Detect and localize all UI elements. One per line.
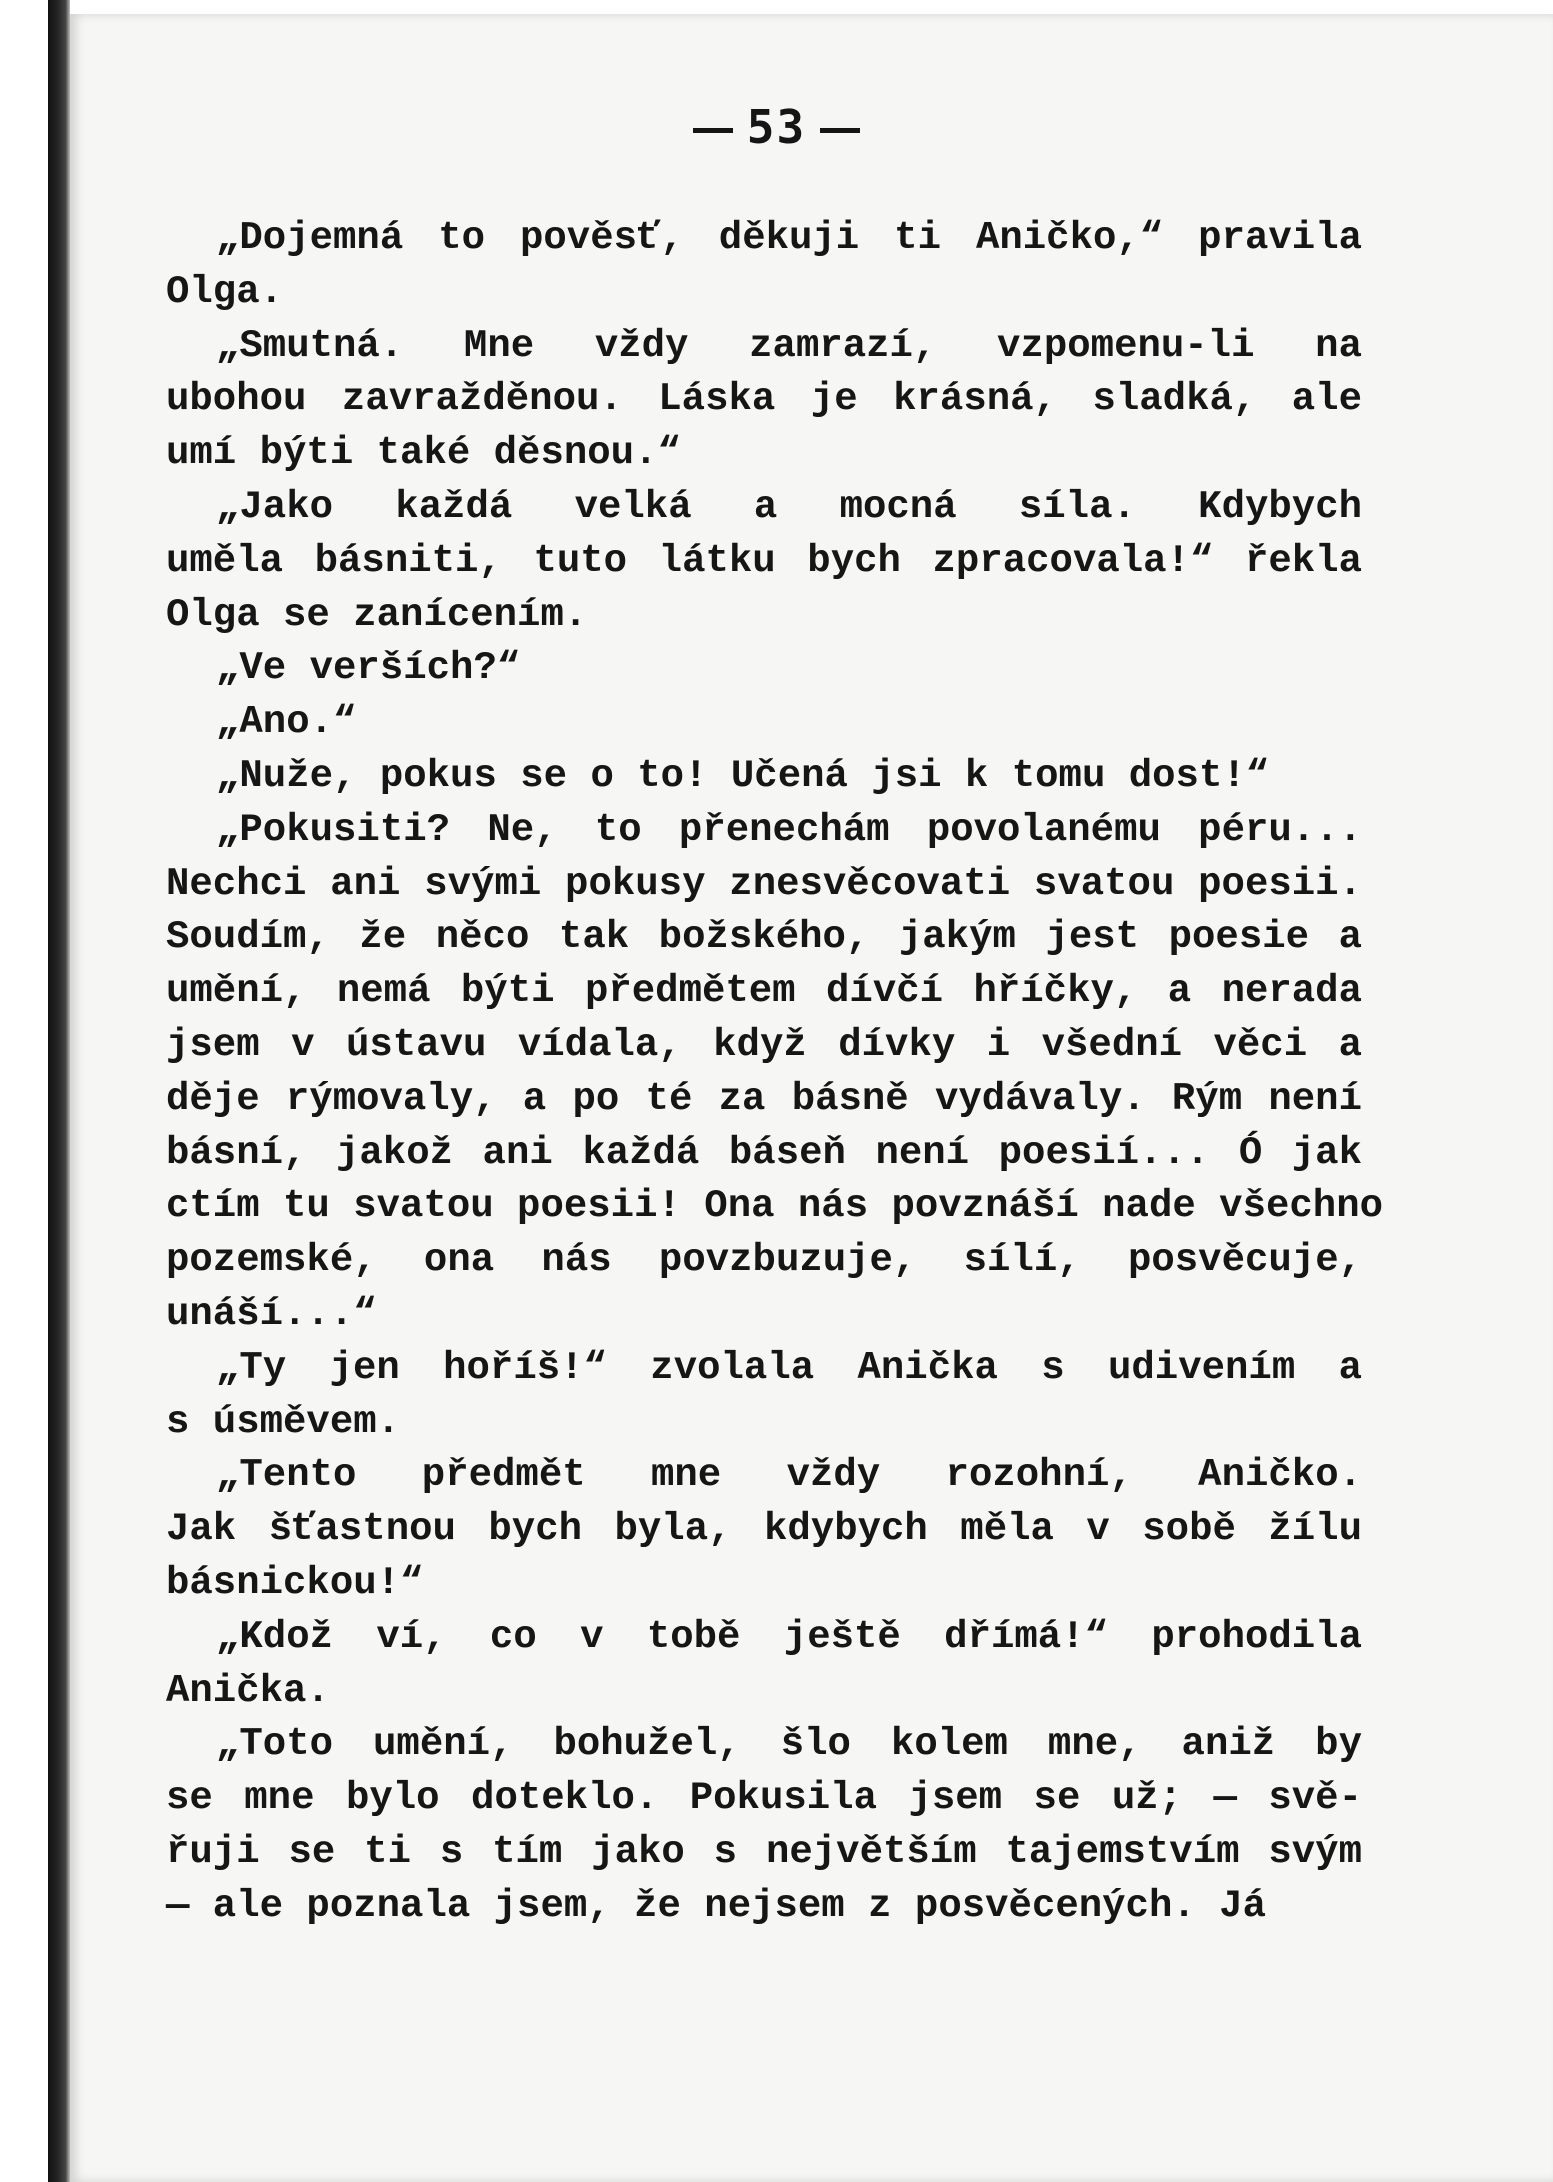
text-line: „Toto umění, bohužel, šlo kolem mne, aniž by: [216, 1722, 1362, 1767]
text-line: uměla básniti, tuto látku bych zpracovala!“ řekla: [166, 538, 1362, 583]
text-line: „Smutná. Mne vždy zamrazí, vzpomenu-li na: [216, 323, 1362, 368]
text-line: „Dojemná to pověsť, děkuji ti Aničko,“ pravila: [216, 216, 1362, 260]
text-line: jsem v ústavu vídala, když dívky i všední věci a: [166, 1022, 1362, 1067]
text-line: umí býti také děsnou.“: [166, 431, 681, 476]
text-line: básní, jakož ani každá báseň není poesií... Ó jak: [166, 1130, 1362, 1175]
text-line: „Nuže, pokus se o to! Učená jsi k tomu dost!“: [216, 753, 1270, 798]
text-line: s úsměvem.: [166, 1399, 401, 1444]
paragraph: [166, 481, 1362, 642]
page-number-value: 53: [746, 100, 807, 154]
text-line: „Ve verších?“: [216, 646, 521, 691]
page-number-dash-left: [693, 128, 733, 133]
text-line: ctím tu svatou poesii! Ona nás povznáší nade všechno: [166, 1184, 1383, 1229]
paragraph: [166, 1718, 1362, 1933]
text-line: řuji se ti s tím jako s největším tajemstvím svým: [166, 1829, 1362, 1874]
text-line: „Ano.“: [216, 700, 357, 745]
body-text: [166, 212, 1383, 1934]
paragraph: [166, 320, 1362, 481]
paragraph: [166, 212, 1362, 320]
text-line: umění, nemá býti předmětem dívčí hříčky, a nerada: [166, 969, 1362, 1014]
text-line: ubohou zavražděnou. Láska je krásná, sladká, ale: [166, 377, 1362, 422]
paragraph: [166, 642, 1362, 696]
text-line: „Pokusiti? Ne, to přenechám povolanému péru...: [216, 807, 1362, 852]
book-binding-edge: [48, 0, 70, 2182]
text-line: unáší...“: [166, 1291, 377, 1336]
text-line: Olga se zanícením.: [166, 592, 588, 637]
text-line: Soudím, že něco tak božského, jakým jest poesie a: [166, 915, 1362, 960]
page-number: [0, 100, 1553, 154]
page-number-dash-right: [820, 128, 860, 133]
text-line: „Jako každá velká a mocná síla. Kdybych: [216, 484, 1362, 529]
text-line: Jak šťastnou bych byla, kdybych měla v sobě žílu: [166, 1507, 1362, 1552]
text-line: děje rýmovaly, a po té za básně vydávaly. Rým není: [166, 1076, 1362, 1121]
text-line: „Ty jen hoříš!“ zvolala Anička s udivením a: [216, 1345, 1362, 1390]
text-line: Nechci ani svými pokusy znesvěcovati svatou poesii.: [166, 861, 1362, 906]
text-line: — ale poznala jsem, že nejsem z posvěcených. Já: [166, 1883, 1266, 1928]
text-line: se mne bylo doteklo. Pokusila jsem se už; — svě-: [166, 1776, 1362, 1821]
text-line: pozemské, ona nás povzbuzuje, sílí, posvěcuje,: [166, 1238, 1362, 1283]
text-line: básnickou!“: [166, 1560, 424, 1605]
text-line: Olga.: [166, 269, 284, 314]
paragraph: [166, 750, 1362, 804]
paragraph: [166, 1449, 1362, 1610]
paragraph: [166, 696, 1362, 750]
text-line: Anička.: [166, 1668, 330, 1713]
paragraph: [166, 1342, 1362, 1450]
paragraph: [166, 1611, 1362, 1719]
paragraph: [166, 804, 1383, 1342]
text-line: „Tento předmět mne vždy rozohní, Aničko.: [216, 1453, 1362, 1498]
text-line: „Kdož ví, co v tobě ještě dřímá!“ prohodila: [216, 1614, 1362, 1659]
